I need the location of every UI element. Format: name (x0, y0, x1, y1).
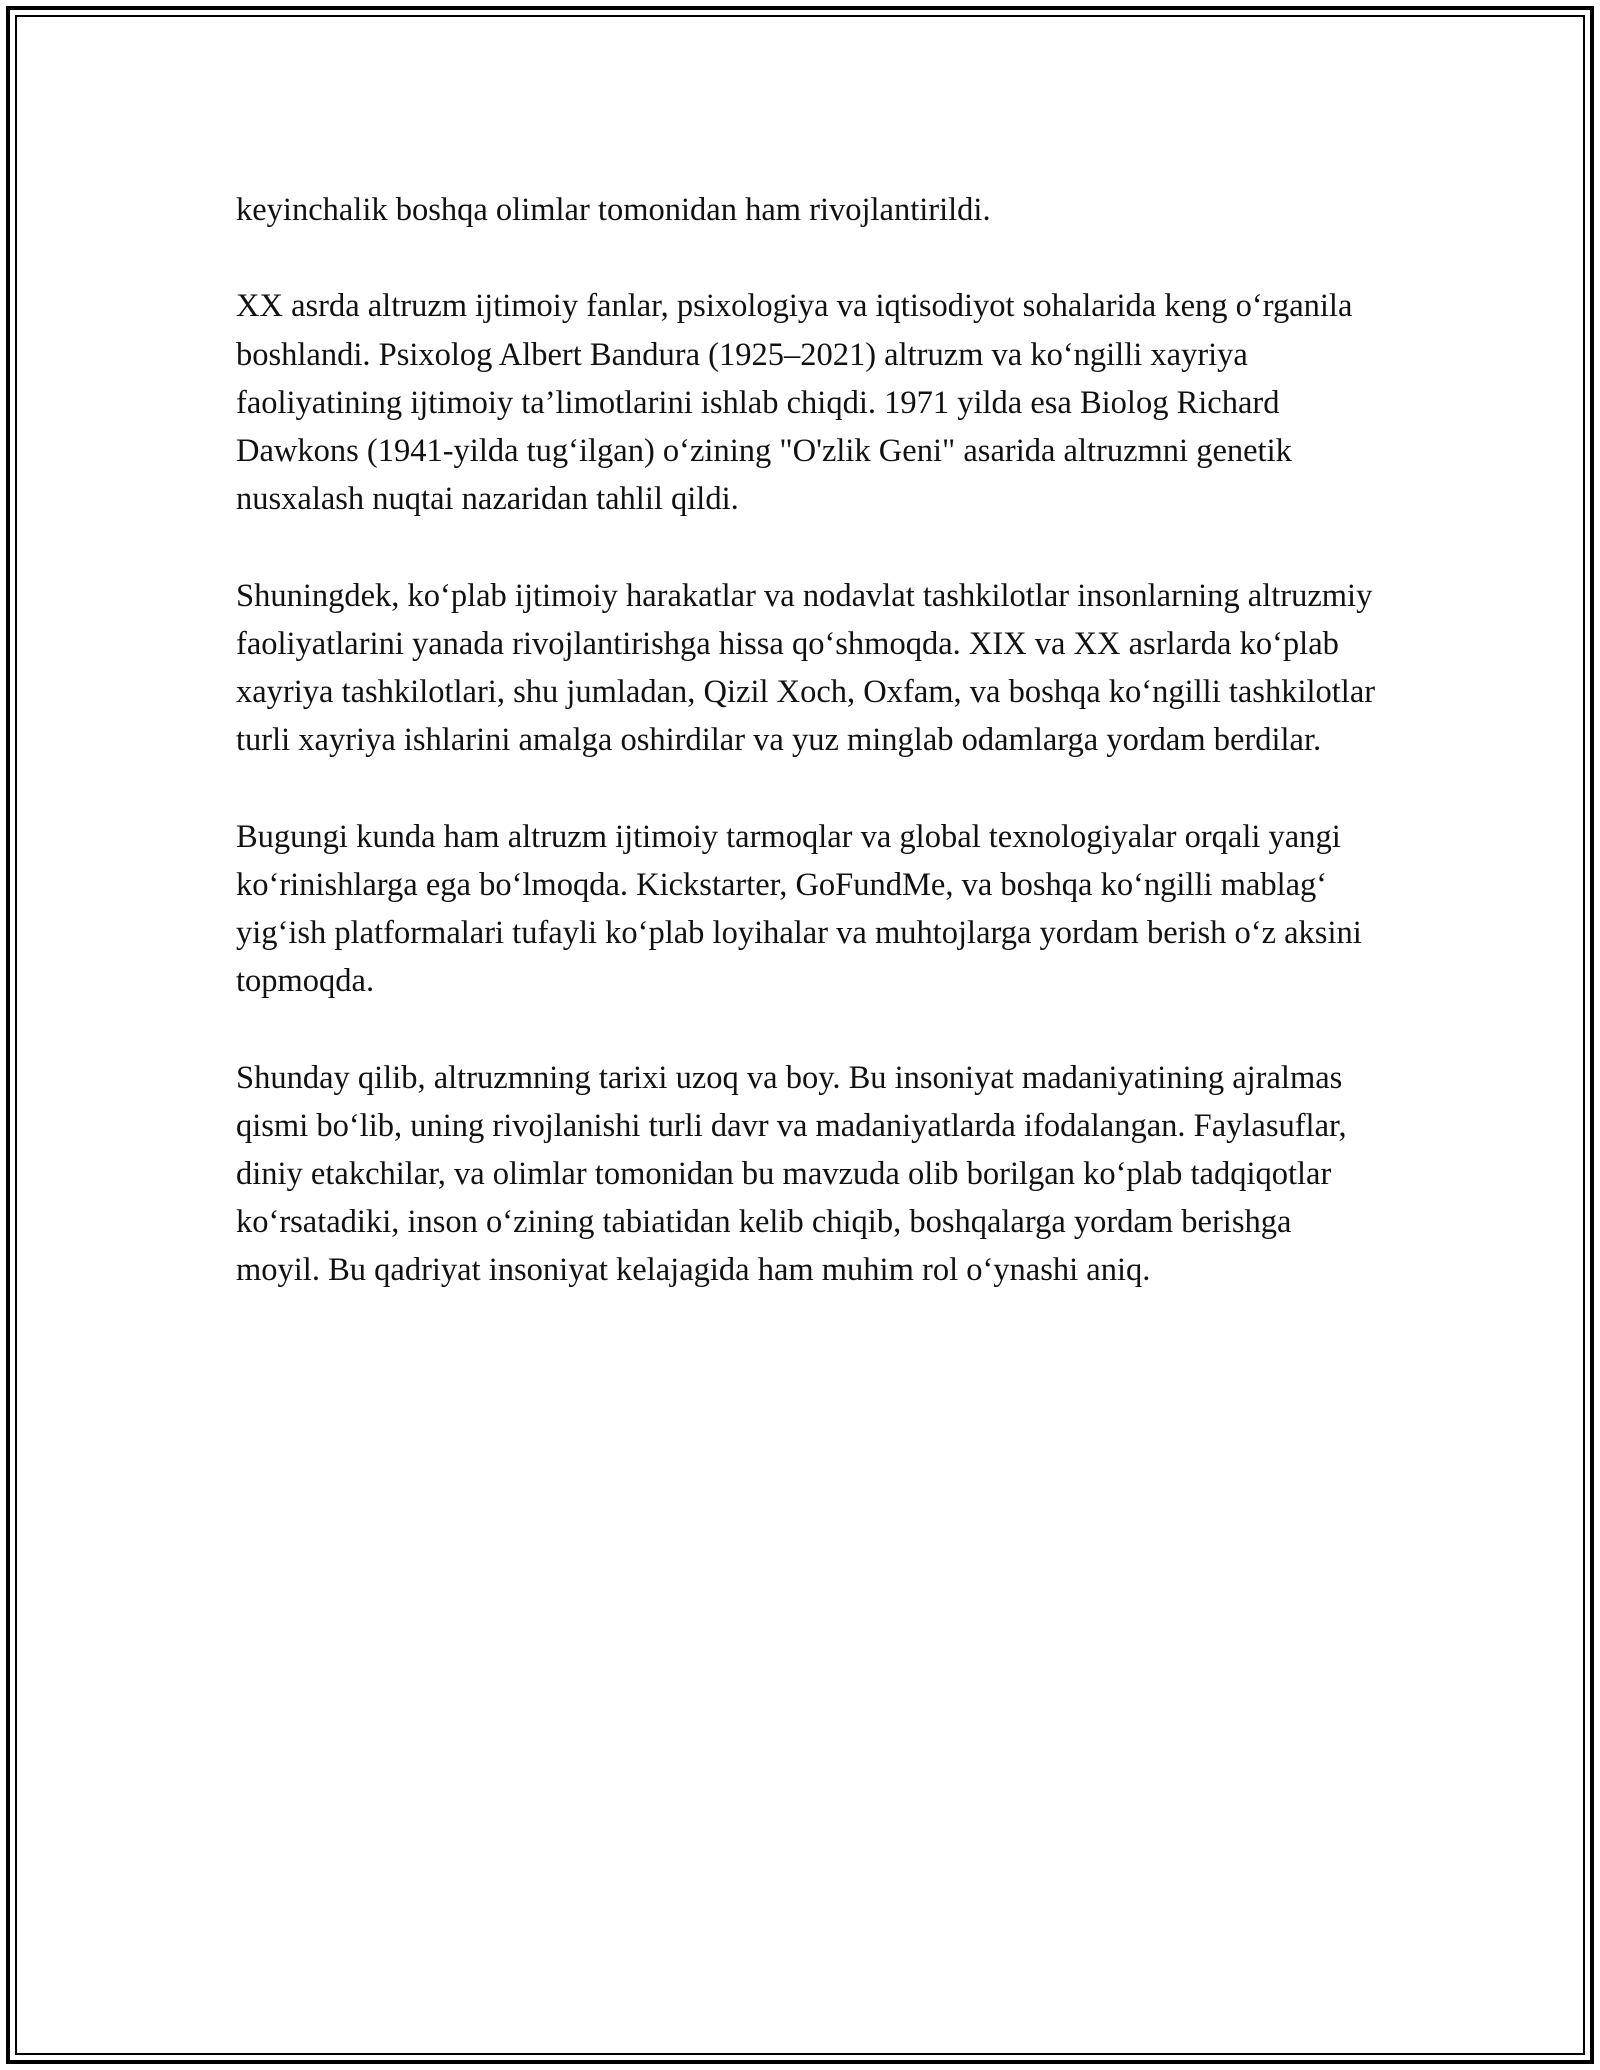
paragraph-2: XX asrda altruzm ijtimoiy fanlar, psixologiya va iqtisodiyot sohalarida keng o‘rganila boshlandi. Psixolog Albert Bandura (1925–2021) altruzm va ko‘ngilli xayriya faoliyatining ijtimoiy ta’limotlarini ishlab chiqdi. 1971 yilda esa Biolog Richard Dawkons (1941-yilda tug‘ilgan) o‘zining "O'zlik Geni" asarida altruzmni genetik nusxalash nuqtai nazaridan tahlil qildi. (236, 288, 1353, 518)
paragraph-1: keyinchalik boshqa olimlar tomonidan ham rivojlantirildi. (236, 192, 991, 228)
paragraph-3: Shuningdek, ko‘plab ijtimoiy harakatlar va nodavlat tashkilotlar insonlarning altruzmiy faoliyatlarini yanada rivojlantirishga hissa qo‘shmoqda. XIX va XX asrlarda ko‘plab xayriya tashkilotlari, shu jumladan, Qizil Xoch, Oxfam, va boshqa ko‘ngilli tashkilotlar turli xayriya ishlarini amalga oshirdilar va yuz minglab odamlarga yordam berdilar. (236, 577, 1376, 759)
paragraph-5: Shunday qilib, altruzmning tarixi uzoq va boy. Bu insoniyat madaniyatining ajralmas qismi bo‘lib, uning rivojlanishi turli davr va madaniyatlarda ifodalangan. Faylasuflar, diniy etakchilar, va olimlar tomonidan bu mavzuda olib borilgan ko‘plab tadqiqotlar ko‘rsatadiki, inson o‘zining tabiatidan kelib chiqib, boshqalarga yordam berishga moyil. Bu qadriyat insoniyat kelajagida ham muhim rol o‘ynashi aniq. (236, 1059, 1347, 1289)
paragraph-4: Bugungi kunda ham altruzm ijtimoiy tarmoqlar va global texnologiyalar orqali yangi ko‘rinishlarga ega bo‘lmoqda. Kickstarter, GoFundMe, va boshqa ko‘ngilli mablag‘ yig‘ish platformalari tufayli ko‘plab loyihalar va muhtojlarga yordam berish o‘z aksini topmoqda. (236, 818, 1362, 1000)
document-body (236, 186, 1376, 1343)
